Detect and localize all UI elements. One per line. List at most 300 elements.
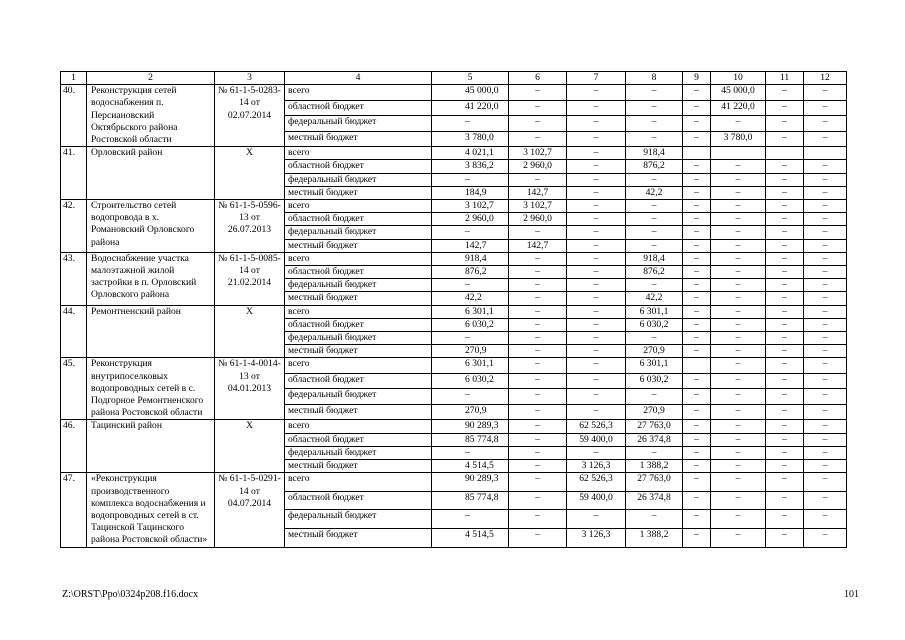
year-value-cell: – (567, 160, 626, 173)
year-value-cell: – (567, 332, 626, 345)
year-value-cell: – (711, 420, 766, 433)
expertise-conclusion-cell: № 61-1-5-0085-14 от 21.02.2014 (215, 252, 285, 305)
year-value-cell: – (711, 266, 766, 279)
year-value-cell: 142,7 (509, 239, 567, 252)
funding-source-cell: федеральный бюджет (285, 116, 432, 132)
total-value-cell: 918,4 (432, 252, 509, 265)
total-value-cell: 85 774,8 (432, 433, 509, 446)
row-number-cell: 45. (61, 358, 87, 420)
year-value-cell: – (509, 389, 567, 405)
year-value-cell: – (509, 226, 567, 239)
total-value-cell: – (432, 226, 509, 239)
year-value-cell: 3 102,7 (509, 200, 567, 213)
funding-source-cell: всего (285, 305, 432, 318)
column-number-12: 12 (804, 72, 847, 85)
year-value-cell: – (804, 420, 847, 433)
total-value-cell: 3 102,7 (432, 200, 509, 213)
year-value-cell: – (683, 460, 711, 473)
funding-source-cell: всего (285, 85, 432, 101)
year-value-cell: 59 400,0 (567, 491, 626, 510)
row-number-cell: 44. (61, 305, 87, 358)
year-value-cell: – (683, 345, 711, 358)
year-value-cell: – (683, 116, 711, 132)
column-number-4: 4 (285, 72, 432, 85)
year-value-cell: – (683, 200, 711, 213)
expertise-conclusion-cell: № 61-1-4-0014-13 от 04.01.2013 (215, 358, 285, 420)
year-value-cell: 1 388,2 (626, 460, 683, 473)
year-value-cell: – (766, 292, 804, 305)
funding-source-cell: всего (285, 252, 432, 265)
total-value-cell: 270,9 (432, 345, 509, 358)
year-value-cell: – (626, 510, 683, 529)
year-value-cell: – (509, 404, 567, 420)
total-value-cell: 6 301,1 (432, 305, 509, 318)
table-row (61, 85, 847, 101)
year-value-cell: – (683, 213, 711, 226)
year-value-cell: – (567, 404, 626, 420)
column-number-2: 2 (87, 72, 215, 85)
expertise-conclusion-cell: Х (215, 147, 285, 200)
year-value-cell: – (766, 473, 804, 492)
column-number-7: 7 (567, 72, 626, 85)
year-value-cell: – (766, 279, 804, 292)
year-value-cell: – (766, 460, 804, 473)
year-value-cell: – (711, 200, 766, 213)
year-value-cell: 2 960,0 (509, 213, 567, 226)
year-value-cell: – (711, 389, 766, 405)
year-value-cell: – (626, 85, 683, 101)
funding-source-cell: федеральный бюджет (285, 226, 432, 239)
year-value-cell: – (683, 239, 711, 252)
project-name-cell: «Реконструкция производственного комплекса водоснабжения и водопроводных сетей в ст. Тацинской Тацинского района Ростовской области» (87, 473, 215, 547)
year-value-cell: – (766, 266, 804, 279)
year-value-cell: 41 220,0 (711, 100, 766, 116)
year-value-cell: – (509, 473, 567, 492)
year-value-cell: 142,7 (509, 186, 567, 199)
funding-source-cell: всего (285, 200, 432, 213)
year-value-cell: 3 780,0 (711, 131, 766, 147)
year-value-cell: – (683, 305, 711, 318)
project-name-cell: Водоснабжение участка малоэтажной жилой застройки в п. Орловский Орловского района (87, 252, 215, 305)
year-value-cell: 270,9 (626, 404, 683, 420)
total-value-cell: 45 000,0 (432, 85, 509, 101)
year-value-cell: – (711, 292, 766, 305)
year-value-cell: – (711, 318, 766, 331)
year-value-cell: – (711, 491, 766, 510)
year-value-cell: – (711, 345, 766, 358)
year-value-cell: – (804, 491, 847, 510)
year-value-cell: – (509, 318, 567, 331)
document-file-path: Z:\ORST\Ppo\0324p208.f16.docx (62, 589, 199, 600)
year-value-cell: – (567, 100, 626, 116)
year-value-cell: – (766, 200, 804, 213)
total-value-cell: 42,2 (432, 292, 509, 305)
year-value-cell: – (683, 266, 711, 279)
page-number: 101 (844, 589, 859, 600)
year-value-cell: – (804, 131, 847, 147)
expertise-conclusion-cell: № 61-1-5-0283-14 от 02.07.2014 (215, 85, 285, 147)
year-value-cell: – (804, 226, 847, 239)
project-name-cell: Реконструкция сетей водоснабжения п. Персиановский Октябрьского района Ростовской области (87, 85, 215, 147)
row-number-cell: 47. (61, 473, 87, 547)
year-value-cell: – (567, 213, 626, 226)
year-value-cell: 1 388,2 (626, 528, 683, 547)
year-value-cell: 2 960,0 (509, 160, 567, 173)
year-value-cell: – (683, 186, 711, 199)
year-value-cell: – (683, 292, 711, 305)
year-value-cell: – (804, 160, 847, 173)
funding-source-cell: всего (285, 147, 432, 160)
year-value-cell: – (711, 239, 766, 252)
total-value-cell: – (432, 389, 509, 405)
row-number-cell: 40. (61, 85, 87, 147)
year-value-cell: – (567, 147, 626, 160)
funding-source-cell: местный бюджет (285, 345, 432, 358)
column-number-row (61, 72, 847, 85)
year-value-cell: – (683, 433, 711, 446)
year-value-cell: – (509, 345, 567, 358)
year-value-cell: 918,4 (626, 252, 683, 265)
year-value-cell: – (766, 318, 804, 331)
year-value-cell: – (804, 446, 847, 459)
expertise-conclusion-cell: № 61-1-5-0291-14 от 04.07.2014 (215, 473, 285, 547)
year-value-cell: – (683, 226, 711, 239)
table-row (61, 252, 847, 265)
year-value-cell: – (509, 528, 567, 547)
year-value-cell: – (711, 213, 766, 226)
funding-source-cell: всего (285, 420, 432, 433)
year-value-cell: – (567, 510, 626, 529)
funding-source-cell: областной бюджет (285, 373, 432, 389)
funding-source-cell: областной бюджет (285, 266, 432, 279)
year-value-cell: 59 400,0 (567, 433, 626, 446)
year-value-cell: – (567, 389, 626, 405)
year-value-cell: – (766, 305, 804, 318)
year-value-cell (711, 147, 766, 160)
expertise-conclusion-cell: Х (215, 305, 285, 358)
year-value-cell: – (766, 358, 804, 374)
year-value-cell: – (766, 100, 804, 116)
year-value-cell: – (711, 279, 766, 292)
year-value-cell: 876,2 (626, 160, 683, 173)
funding-source-cell: местный бюджет (285, 292, 432, 305)
year-value-cell: – (567, 173, 626, 186)
year-value-cell: – (711, 358, 766, 374)
year-value-cell: – (683, 318, 711, 331)
year-value-cell: – (626, 226, 683, 239)
funding-source-cell: местный бюджет (285, 131, 432, 147)
year-value-cell: – (683, 420, 711, 433)
year-value-cell: – (567, 345, 626, 358)
total-value-cell: – (432, 510, 509, 529)
year-value-cell: – (804, 200, 847, 213)
year-value-cell: – (567, 279, 626, 292)
total-value-cell: – (432, 173, 509, 186)
year-value-cell: – (567, 131, 626, 147)
column-number-6: 6 (509, 72, 567, 85)
year-value-cell: – (683, 373, 711, 389)
funding-source-cell: всего (285, 473, 432, 492)
total-value-cell: 4 514,5 (432, 528, 509, 547)
year-value-cell: – (567, 318, 626, 331)
year-value-cell: – (804, 239, 847, 252)
year-value-cell: – (766, 389, 804, 405)
year-value-cell: – (683, 173, 711, 186)
total-value-cell: 6 301,1 (432, 358, 509, 374)
year-value-cell: 26 374,8 (626, 433, 683, 446)
year-value-cell: – (711, 160, 766, 173)
total-value-cell: 90 289,3 (432, 420, 509, 433)
project-name-cell: Тацинский район (87, 420, 215, 473)
year-value-cell: – (509, 266, 567, 279)
year-value-cell: 27 763,0 (626, 420, 683, 433)
year-value-cell: 270,9 (626, 345, 683, 358)
total-value-cell: 3 836,2 (432, 160, 509, 173)
year-value-cell (766, 147, 804, 160)
year-value-cell: – (567, 239, 626, 252)
year-value-cell: – (683, 446, 711, 459)
year-value-cell: – (766, 332, 804, 345)
year-value-cell: – (683, 389, 711, 405)
year-value-cell: – (626, 389, 683, 405)
year-value-cell: – (683, 491, 711, 510)
year-value-cell: – (567, 292, 626, 305)
year-value-cell: – (711, 116, 766, 132)
total-value-cell: 2 960,0 (432, 213, 509, 226)
total-value-cell: – (432, 332, 509, 345)
column-number-10: 10 (711, 72, 766, 85)
year-value-cell: – (567, 116, 626, 132)
table-row (61, 147, 847, 160)
year-value-cell: – (626, 200, 683, 213)
year-value-cell: – (626, 332, 683, 345)
year-value-cell: – (509, 332, 567, 345)
total-value-cell: 41 220,0 (432, 100, 509, 116)
year-value-cell: – (509, 252, 567, 265)
year-value-cell: – (804, 473, 847, 492)
year-value-cell: – (711, 446, 766, 459)
year-value-cell: – (711, 473, 766, 492)
year-value-cell: – (804, 510, 847, 529)
year-value-cell: – (804, 373, 847, 389)
year-value-cell: 26 374,8 (626, 491, 683, 510)
year-value-cell: – (509, 116, 567, 132)
total-value-cell: 90 289,3 (432, 473, 509, 492)
year-value-cell: 3 102,7 (509, 147, 567, 160)
year-value-cell: – (766, 239, 804, 252)
funding-source-cell: областной бюджет (285, 160, 432, 173)
year-value-cell: – (626, 173, 683, 186)
year-value-cell (683, 147, 711, 160)
year-value-cell: – (766, 131, 804, 147)
year-value-cell: 918,4 (626, 147, 683, 160)
column-number-9: 9 (683, 72, 711, 85)
funding-source-cell: областной бюджет (285, 433, 432, 446)
year-value-cell: – (766, 510, 804, 529)
year-value-cell: – (804, 528, 847, 547)
year-value-cell: – (804, 213, 847, 226)
year-value-cell: – (626, 100, 683, 116)
year-value-cell: – (711, 404, 766, 420)
year-value-cell: – (711, 373, 766, 389)
year-value-cell: – (804, 332, 847, 345)
year-value-cell: – (509, 305, 567, 318)
total-value-cell: 876,2 (432, 266, 509, 279)
funding-source-cell: областной бюджет (285, 491, 432, 510)
year-value-cell: – (683, 510, 711, 529)
year-value-cell: – (509, 460, 567, 473)
column-number-11: 11 (766, 72, 804, 85)
year-value-cell: – (683, 279, 711, 292)
year-value-cell: – (804, 404, 847, 420)
year-value-cell: – (804, 279, 847, 292)
table-row (61, 200, 847, 213)
year-value-cell: 42,2 (626, 292, 683, 305)
table-row (61, 358, 847, 374)
year-value-cell: 45 000,0 (711, 85, 766, 101)
year-value-cell (804, 147, 847, 160)
year-value-cell: – (626, 239, 683, 252)
expertise-conclusion-cell: № 61-1-5-0596-13 от 26.07.2013 (215, 200, 285, 253)
year-value-cell: – (509, 433, 567, 446)
year-value-cell: – (766, 173, 804, 186)
column-number-5: 5 (432, 72, 509, 85)
year-value-cell: – (766, 491, 804, 510)
year-value-cell: 6 301,1 (626, 358, 683, 374)
year-value-cell: – (711, 173, 766, 186)
year-value-cell: – (683, 404, 711, 420)
year-value-cell: – (509, 100, 567, 116)
funding-source-cell: федеральный бюджет (285, 173, 432, 186)
total-value-cell: 4 021,1 (432, 147, 509, 160)
year-value-cell: – (683, 252, 711, 265)
year-value-cell: – (766, 160, 804, 173)
row-number-cell: 41. (61, 147, 87, 200)
table-row (61, 473, 847, 492)
funding-source-cell: федеральный бюджет (285, 332, 432, 345)
year-value-cell: – (766, 252, 804, 265)
year-value-cell: – (509, 173, 567, 186)
project-name-cell: Ремонтненский район (87, 305, 215, 358)
year-value-cell: – (683, 473, 711, 492)
total-value-cell: 184,9 (432, 186, 509, 199)
year-value-cell: – (567, 200, 626, 213)
year-value-cell: 6 030,2 (626, 373, 683, 389)
year-value-cell: – (683, 160, 711, 173)
year-value-cell: – (567, 305, 626, 318)
year-value-cell: – (766, 345, 804, 358)
year-value-cell: 3 126,3 (567, 460, 626, 473)
total-value-cell: 85 774,8 (432, 491, 509, 510)
year-value-cell: – (804, 345, 847, 358)
year-value-cell: – (766, 373, 804, 389)
year-value-cell: – (804, 116, 847, 132)
table-row (61, 305, 847, 318)
year-value-cell: 876,2 (626, 266, 683, 279)
year-value-cell: – (766, 85, 804, 101)
total-value-cell: – (432, 446, 509, 459)
year-value-cell: – (683, 100, 711, 116)
funding-source-cell: областной бюджет (285, 318, 432, 331)
year-value-cell: – (567, 226, 626, 239)
funding-source-cell: федеральный бюджет (285, 279, 432, 292)
year-value-cell: – (766, 226, 804, 239)
project-name-cell: Орловский район (87, 147, 215, 200)
total-value-cell: 142,7 (432, 239, 509, 252)
funding-source-cell: местный бюджет (285, 460, 432, 473)
column-number-3: 3 (215, 72, 285, 85)
year-value-cell: – (804, 305, 847, 318)
year-value-cell: – (683, 131, 711, 147)
table-row (61, 420, 847, 433)
project-name-cell: Реконструкция внутрипоселковых водопроводных сетей в с. Подгорное Ремонтненского района Ростовской области (87, 358, 215, 420)
year-value-cell: – (626, 213, 683, 226)
year-value-cell: – (509, 292, 567, 305)
total-value-cell: – (432, 116, 509, 132)
year-value-cell: – (567, 186, 626, 199)
funding-source-cell: федеральный бюджет (285, 510, 432, 529)
year-value-cell: – (766, 420, 804, 433)
year-value-cell: 3 126,3 (567, 528, 626, 547)
row-number-cell: 42. (61, 200, 87, 253)
year-value-cell: – (766, 446, 804, 459)
year-value-cell: – (509, 358, 567, 374)
total-value-cell: 270,9 (432, 404, 509, 420)
year-value-cell: – (567, 252, 626, 265)
year-value-cell: – (766, 433, 804, 446)
year-value-cell: – (804, 358, 847, 374)
year-value-cell: – (711, 528, 766, 547)
year-value-cell: – (804, 433, 847, 446)
column-number-8: 8 (626, 72, 683, 85)
year-value-cell: 42,2 (626, 186, 683, 199)
year-value-cell: – (567, 373, 626, 389)
year-value-cell: – (711, 510, 766, 529)
column-number-1: 1 (61, 72, 87, 85)
year-value-cell: – (711, 252, 766, 265)
year-value-cell: – (626, 279, 683, 292)
budget-table (60, 71, 847, 548)
year-value-cell: – (683, 528, 711, 547)
total-value-cell: 6 030,2 (432, 373, 509, 389)
year-value-cell: – (509, 446, 567, 459)
year-value-cell: – (804, 100, 847, 116)
year-value-cell: – (766, 186, 804, 199)
year-value-cell: – (804, 318, 847, 331)
total-value-cell: 3 780,0 (432, 131, 509, 147)
year-value-cell: – (509, 373, 567, 389)
year-value-cell: – (804, 252, 847, 265)
year-value-cell: – (711, 332, 766, 345)
year-value-cell: – (804, 460, 847, 473)
year-value-cell: – (711, 186, 766, 199)
project-name-cell: Строительство сетей водопровода в х. Романовский Орловского района (87, 200, 215, 253)
funding-source-cell: всего (285, 358, 432, 374)
year-value-cell: – (711, 305, 766, 318)
year-value-cell: – (509, 131, 567, 147)
year-value-cell: 6 030,2 (626, 318, 683, 331)
funding-source-cell: областной бюджет (285, 213, 432, 226)
total-value-cell: 6 030,2 (432, 318, 509, 331)
year-value-cell: – (567, 358, 626, 374)
year-value-cell: – (626, 131, 683, 147)
funding-source-cell: местный бюджет (285, 239, 432, 252)
year-value-cell: – (509, 420, 567, 433)
year-value-cell: – (766, 116, 804, 132)
year-value-cell: – (804, 266, 847, 279)
year-value-cell: – (711, 433, 766, 446)
funding-source-cell: местный бюджет (285, 186, 432, 199)
